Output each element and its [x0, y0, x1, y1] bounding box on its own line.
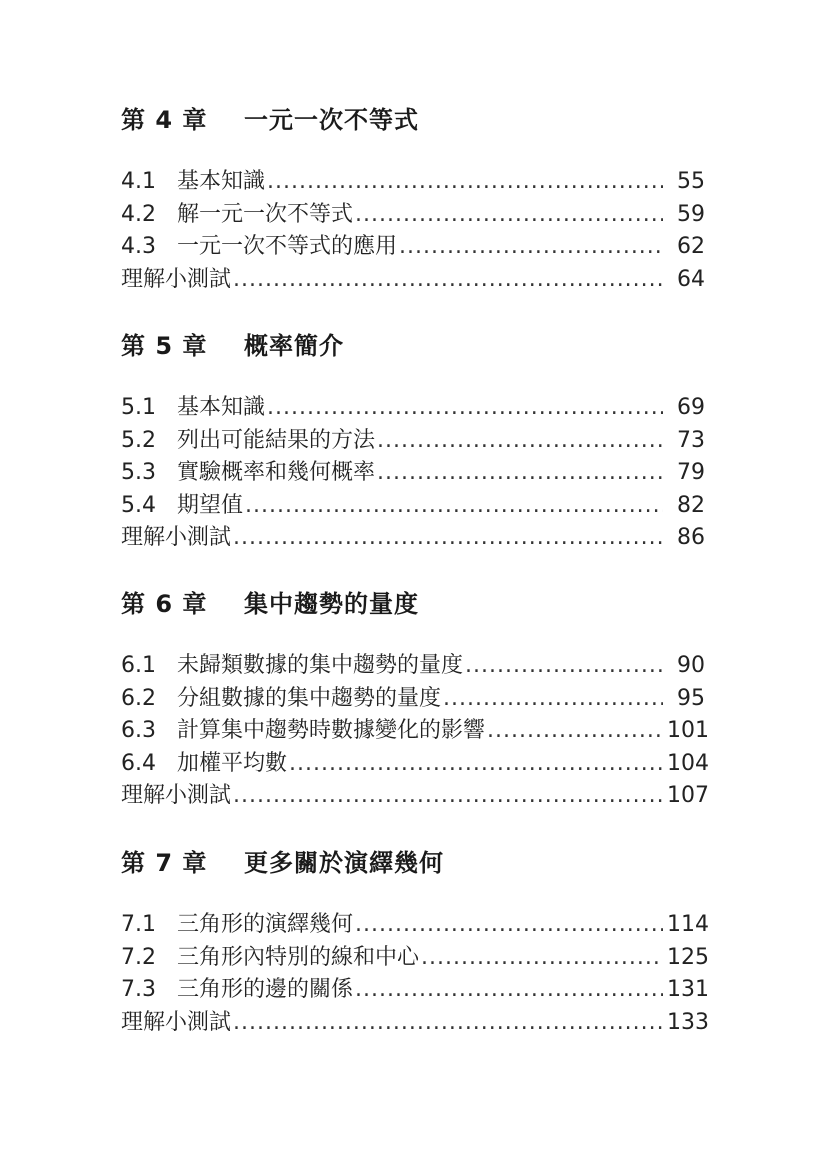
- toc-entry[interactable]: [121, 972, 709, 1005]
- dot-leader: [289, 751, 663, 776]
- section-number: 5.2: [121, 427, 156, 453]
- section-number: 4.2: [121, 201, 156, 227]
- dot-leader: [355, 202, 663, 227]
- section-title: 未歸類數據的集中趨勢的量度: [177, 653, 464, 678]
- section-number: 7.2: [121, 944, 156, 970]
- page-number: 55: [677, 169, 705, 194]
- section-number: 7.1: [121, 912, 156, 937]
- section-title: 基本知識: [177, 395, 266, 420]
- page-number: 86: [677, 525, 705, 550]
- chapter-heading: [121, 843, 705, 883]
- toc-entry[interactable]: [121, 907, 709, 940]
- toc-entry[interactable]: [121, 423, 705, 456]
- page-number: 59: [677, 201, 705, 227]
- toc-entry[interactable]: [121, 164, 705, 197]
- toc-entry[interactable]: [121, 1005, 709, 1038]
- page-number: 64: [677, 266, 705, 292]
- dot-leader: [355, 977, 663, 1002]
- chapter-number: 第 5 章: [121, 332, 208, 360]
- chapter-7: [121, 843, 709, 1037]
- section-number: 4.1: [121, 169, 156, 194]
- page-number: 114: [667, 912, 709, 937]
- toc-entry[interactable]: [121, 681, 705, 714]
- dot-leader: [233, 1010, 663, 1035]
- chapter-heading: [121, 100, 705, 140]
- section-number: 5.4: [121, 492, 156, 518]
- section-title: 理解小測試: [121, 266, 232, 292]
- section-number: 7.3: [121, 977, 156, 1002]
- dot-leader: [421, 945, 663, 970]
- chapter-title: 概率簡介: [244, 332, 344, 360]
- section-list: [121, 648, 709, 811]
- page-number: 131: [667, 977, 709, 1002]
- chapter-number: 第 4 章: [121, 106, 208, 134]
- chapter-title: 更多關於演繹幾何: [244, 849, 444, 877]
- section-list: [121, 164, 705, 294]
- chapter-heading: [121, 584, 705, 624]
- section-list: [121, 390, 705, 553]
- section-list: [121, 907, 709, 1037]
- section-title: 理解小測試: [121, 1009, 232, 1035]
- dot-leader: [377, 428, 663, 453]
- toc-entry[interactable]: [121, 746, 709, 779]
- section-title: 三角形內特別的線和中心: [177, 944, 420, 970]
- toc-entry[interactable]: [121, 229, 705, 262]
- page-number: 82: [677, 492, 705, 518]
- section-title: 一元一次不等式的應用: [177, 234, 398, 259]
- section-title: 實驗概率和幾何概率: [177, 460, 376, 485]
- page-number: 104: [667, 750, 709, 776]
- chapter-5: [121, 326, 705, 553]
- section-number: 6.1: [121, 653, 156, 678]
- section-title: 分組數據的集中趨勢的量度: [177, 685, 442, 711]
- toc-entry[interactable]: [121, 262, 705, 295]
- toc-entry[interactable]: [121, 488, 705, 521]
- page-number: 125: [667, 944, 709, 970]
- toc-entry[interactable]: [121, 455, 705, 488]
- dot-leader: [233, 525, 663, 550]
- page-number: 133: [667, 1009, 709, 1035]
- chapter-title: 一元一次不等式: [244, 106, 419, 134]
- chapter-title: 集中趨勢的量度: [244, 590, 419, 618]
- page-number: 62: [677, 234, 705, 259]
- section-title: 解一元一次不等式: [177, 201, 354, 227]
- section-number: 4.3: [121, 234, 156, 259]
- dot-leader: [267, 169, 663, 194]
- toc-entry[interactable]: [121, 778, 709, 811]
- section-title: 理解小測試: [121, 783, 232, 808]
- section-title: 計算集中趨勢時數據變化的影響: [177, 718, 486, 743]
- section-title: 列出可能結果的方法: [177, 427, 376, 453]
- toc-entry[interactable]: [121, 713, 709, 746]
- chapter-number: 第 6 章: [121, 590, 208, 618]
- page-number: 73: [677, 427, 705, 453]
- page-number: 79: [677, 460, 705, 485]
- section-number: 6.4: [121, 750, 156, 776]
- dot-leader: [245, 493, 663, 518]
- chapter-heading: [121, 326, 705, 366]
- page-number: 90: [677, 653, 705, 678]
- dot-leader: [487, 718, 663, 743]
- dot-leader: [233, 783, 663, 808]
- toc-entry[interactable]: [121, 197, 705, 230]
- dot-leader: [233, 267, 663, 292]
- chapter-6: [121, 584, 709, 811]
- section-title: 三角形的邊的關係: [177, 977, 354, 1002]
- dot-leader: [443, 686, 663, 711]
- toc-entry[interactable]: [121, 940, 709, 973]
- section-number: 5.1: [121, 395, 156, 420]
- chapter-4: [121, 100, 705, 294]
- section-title: 期望值: [177, 492, 244, 518]
- toc-entry[interactable]: [121, 390, 705, 423]
- dot-leader: [465, 653, 663, 678]
- dot-leader: [399, 234, 663, 259]
- section-title: 理解小測試: [121, 525, 232, 550]
- section-title: 基本知識: [177, 169, 266, 194]
- section-number: 6.3: [121, 718, 156, 743]
- section-title: 三角形的演繹幾何: [177, 912, 354, 937]
- toc-entry[interactable]: [121, 648, 705, 681]
- toc-entry[interactable]: [121, 520, 705, 553]
- page-number: 95: [677, 685, 705, 711]
- section-number: 5.3: [121, 460, 156, 485]
- page-number: 107: [667, 783, 709, 808]
- dot-leader: [377, 460, 663, 485]
- dot-leader: [355, 912, 663, 937]
- section-title: 加權平均數: [177, 750, 288, 776]
- dot-leader: [267, 395, 663, 420]
- chapter-number: 第 7 章: [121, 849, 208, 877]
- page-number: 69: [677, 395, 705, 420]
- page-number: 101: [667, 718, 709, 743]
- section-number: 6.2: [121, 685, 156, 711]
